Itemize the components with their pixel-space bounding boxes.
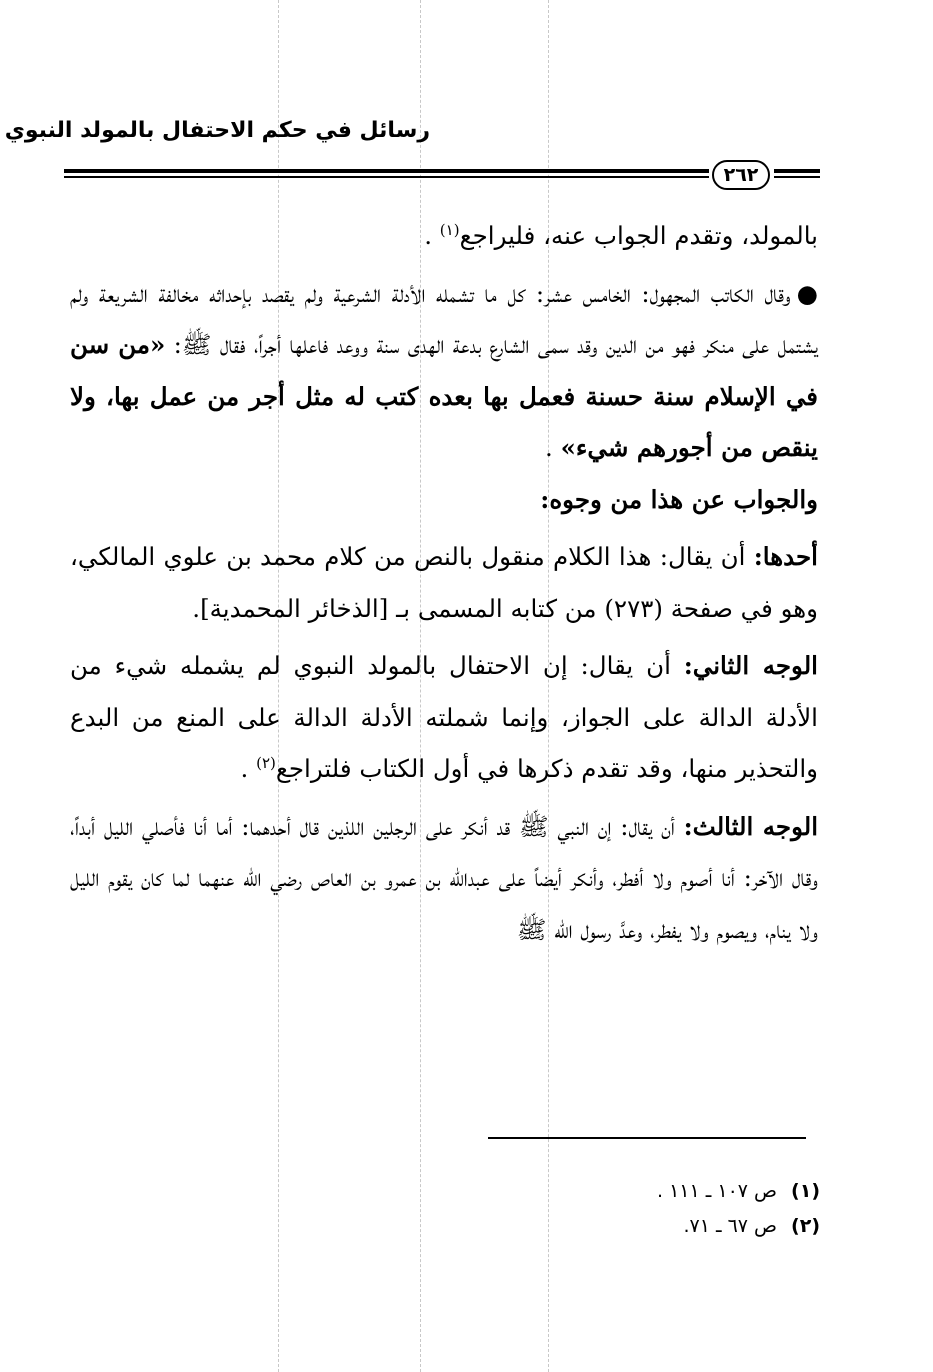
punctuation: . [240,754,249,783]
body-text [70,210,818,955]
footnote-text: ص ١٠٧ ـ ١١١ . [657,1180,778,1202]
paragraph-text: أن يقال: هذا الكلام منقول بالنص من كلام محمد بن علوي المالكي، وهو في صفحة (٢٧٣) من كتابه المسمى بـ [الذخائر المحمدية]. [70,542,818,623]
paragraph [70,531,818,634]
punctuation: . [544,433,553,462]
footnote-text: ص ٦٧ ـ ٧١. [683,1215,778,1237]
page-number: ٢٦٢ [712,160,770,190]
footnote [520,1209,820,1244]
footnote [520,1174,820,1209]
paragraph [70,268,818,474]
paragraph-text: أن يقال: إن الاحتفال بالمولد النبوي لم يشمله شيء من الأدلة الدالة على الجواز، وإنما شملته الأدلة الدالة على المنع من البدع والتحذير منها، وقد تقدم ذكرها في أول الكتاب فلتراجع [70,651,818,783]
footnote-ref: (١) [439,220,460,239]
paragraph-text: بالمولد، وتقدم الجواب عنه، فليراجع [459,221,818,250]
footnote-separator [488,1137,806,1139]
header-rule [64,164,820,190]
hadith-quote: «من سن في الإسلام سنة حسنة فعمل بها بعده كتب له مثل أجر من عمل بها، ولا ينقص من أجورهم شيء» [70,330,818,462]
paragraph-text: وقال الكاتب المجهول: الخامس عشر: كل ما تشمله الأدلة الشرعية ولم يقصد بإحداثه مخالفة الشريعة ولم يشتمل على منكر فهو من الدين وقد سمى الشارع بدعة الهدى سنة ووعد فاعلها أجراً، فقال ﷺ: [70,278,818,359]
paragraph [70,801,818,956]
footnote-number: (١) [791,1180,820,1202]
bullet-icon: ● [796,278,818,308]
running-title: رسائل في حكم الاحتفال بالمولد النبوي [4,118,430,143]
paragraph-text: أن يقال: إن النبي ﷺ قد أنكر على الرجلين اللذين قال أحدهما: أما أنا فأصلي الليل أبداً، وقال الآخر: أنا أصوم ولا أفطر، وأنكر أيضاً على عبدالله بن عمرو بن العاص رضي الله عنهما لما كان يقوم الليل ولا ينام، ويصوم ولا يفطر، وعدَّ رسول الله ﷺ [70,811,818,944]
footnotes [520,1174,820,1244]
point-label: الوجه الثالث: [683,811,818,841]
paragraph [70,640,818,795]
footnote-ref: (٢) [256,753,276,772]
footnote-number: (٢) [791,1215,820,1237]
punctuation: . [424,221,432,250]
section-heading: والجواب عن هذا من وجوه: [540,484,818,514]
point-label: أحدها: [753,542,818,571]
point-label: الوجه الثاني: [683,651,818,680]
paragraph [70,210,818,262]
